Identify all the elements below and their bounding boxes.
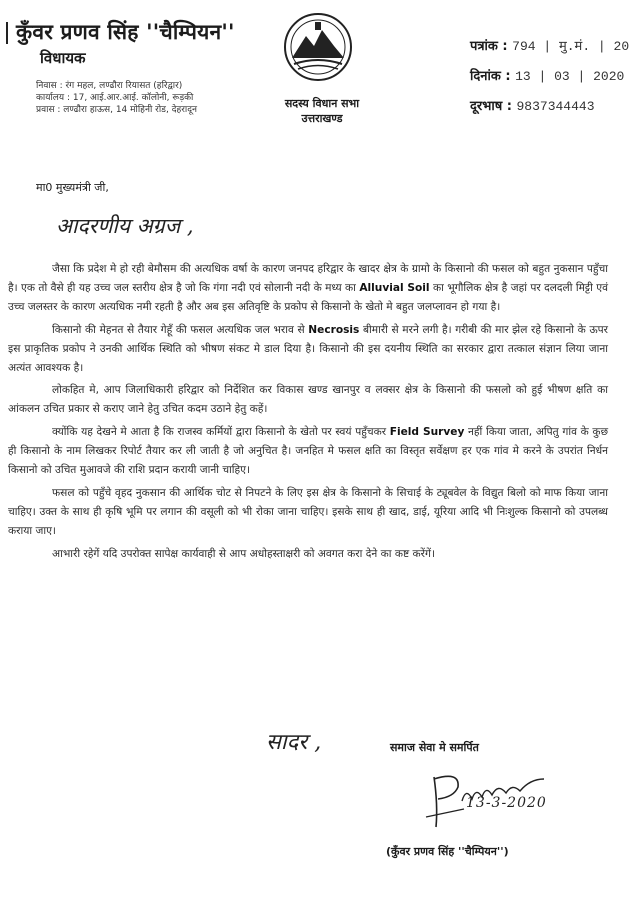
signature-date: 13-3-2020 bbox=[466, 795, 547, 811]
letterhead-name: कुँवर प्रणव सिंह ''चैम्पियन'' bbox=[16, 19, 235, 44]
paragraph-text: आभारी रहेगें यदि उपरोक्त सापेक्ष कार्यवाही से आप अधोहस्ताक्षरी को अवगत करा देने का कष्ट करेंगें। bbox=[52, 547, 435, 560]
assembly-title bbox=[272, 96, 372, 126]
paragraph-text: किसानो की मेहनत से तैयार गेहूँ की फसल अत्यधिक जल भराव से bbox=[52, 323, 309, 336]
signatory-name: (कुँवर प्रणव सिंह ''चैम्पियन'') bbox=[386, 845, 509, 858]
paragraph bbox=[8, 545, 608, 564]
paragraph bbox=[8, 484, 608, 541]
patrank-row bbox=[470, 36, 629, 54]
paragraph bbox=[8, 321, 608, 378]
paragraph bbox=[8, 423, 608, 480]
letter-body bbox=[8, 260, 608, 568]
paragraph-text: फसल को पहुँचे वृहद नुकसान की आर्थिक चोट से निपटने के लिए इस क्षेत्र के किसानो के सिचाई के ट्यूबवेल के विद्युत बिलो को माफ किया जाना चाहिए। उक्त के साथ ही कृषि भूमि पर लगान की वसूली को भी रोका जाना चाहिए। इसके साथ ही खाद, डाई, यूरिया आदि भी निःशुल्क किसानो को उपलब्ध कराया जाए। bbox=[8, 486, 608, 537]
assembly-line1: सदस्य विधान सभा bbox=[284, 97, 360, 110]
bold-term: Field Survey bbox=[389, 426, 465, 439]
dinank-value: 13 | 03 | 2020 bbox=[515, 69, 625, 84]
paragraph bbox=[8, 381, 608, 419]
paragraph-text: का भूगौलिक क्षेत्र है जहां पर दलदली मिट्टी एवं उच्च जलस्तर के कारण अत्यधिक नमी रहती है और अब इस अतिवृष्टि के प्रकोप से किसानो के खेतो मे बहुत जलप्लावन हो गया है। bbox=[8, 281, 608, 313]
patrank-value: 794 | मु.मं. | 20 bbox=[512, 39, 629, 54]
paragraph-text: नहीं किया जाता, अपितु गांव के कुछ ही किसानो के नाम लिखकर रिपोर्ट तैयार कर ली जाती है जो अनुचित है। जनहित मे फसल क्षति का विस्तृत सर्वेक्षण हर एक गांव मे करने के उपरांत निर्धन किसानो को उचित मुआवजे की राशि प्रदान करायी जानी चाहिए। bbox=[8, 426, 608, 477]
durbhash-label: दूरभाष : bbox=[470, 99, 512, 114]
greeting: आदरणीय अग्रज , bbox=[56, 214, 194, 238]
closing-saadar: सादर , bbox=[266, 730, 322, 755]
paragraph-text: लोकहित मे, आप जिलाधिकारी हरिद्वार को निर्देशित कर विकास खण्ड खानपुर व लक्सर क्षेत्र के किसानो की फसलो को हुई भीषण क्षति का आंकलन उचित प्रकार से कराए जाने हेतु उचित कदम उठाने हेतु कहें। bbox=[8, 384, 609, 416]
letterhead-designation: विधायक bbox=[40, 49, 86, 67]
dinank-row bbox=[470, 66, 624, 84]
address-camp: प्रवास : लण्ढौरा हाऊस, 14 मोहिनी रोड, देहरादून bbox=[36, 105, 198, 115]
address-office: कार्यालय : 17, आई.आर.आई. कॉलोनी, रूड़की bbox=[36, 93, 194, 103]
bold-term: Necrosis bbox=[308, 323, 360, 336]
patrank-label: पत्रांक : bbox=[470, 39, 508, 54]
closing-samaj-sewa: समाज सेवा मे समर्पित bbox=[390, 741, 479, 754]
bold-term: Alluvial Soil bbox=[359, 281, 430, 294]
paragraph-text: जैसा कि प्रदेश मे हो रही बेमौसम की अत्यधिक वर्षा के कारण जनपद हरिद्वार के खादर क्षेत्र के ग्रामो के किसानो की फसल को बहुत नुकसान पहुँचा है। एक तो वैसे ही यह उच्च जल स्तरीय क्षेत्र है जो कि गंगा नदी एवं सोलानी नदी के मध्य का bbox=[8, 263, 608, 294]
durbhash-value: 9837344443 bbox=[516, 99, 595, 114]
assembly-line2: उत्तराखण्ड bbox=[301, 112, 343, 125]
paragraph-text: क्योंकि यह देखने मे आता है कि राजस्व कर्मियों द्वारा किसानो के खेतो पर स्वयं पहुँचकर bbox=[52, 426, 390, 439]
uttarakhand-emblem-icon bbox=[278, 12, 358, 82]
letterhead-bar bbox=[6, 22, 8, 44]
address-residence: निवास : रंग महल, लण्ढौरा रियासत (हरिद्वार) bbox=[36, 81, 183, 91]
salutation: मा0 मुख्यमंत्री जी, bbox=[36, 181, 109, 194]
paragraph bbox=[8, 260, 608, 317]
paragraph-text: बीमारी से मरने लगी है। गरीबी की मार झेल रहे किसानो के ऊपर इस प्राकृतिक प्रकोप ने उनकी आर्थिक स्थिति को भीषण संकट मे डाल दिया है। किसानो की इस दयनीय स्थिति का सरकार द्वारा तत्काल संज्ञान लिया जाना अत्यंत आवश्यक है। bbox=[8, 323, 608, 374]
durbhash-row bbox=[470, 96, 595, 114]
dinank-label: दिनांक : bbox=[470, 69, 511, 84]
